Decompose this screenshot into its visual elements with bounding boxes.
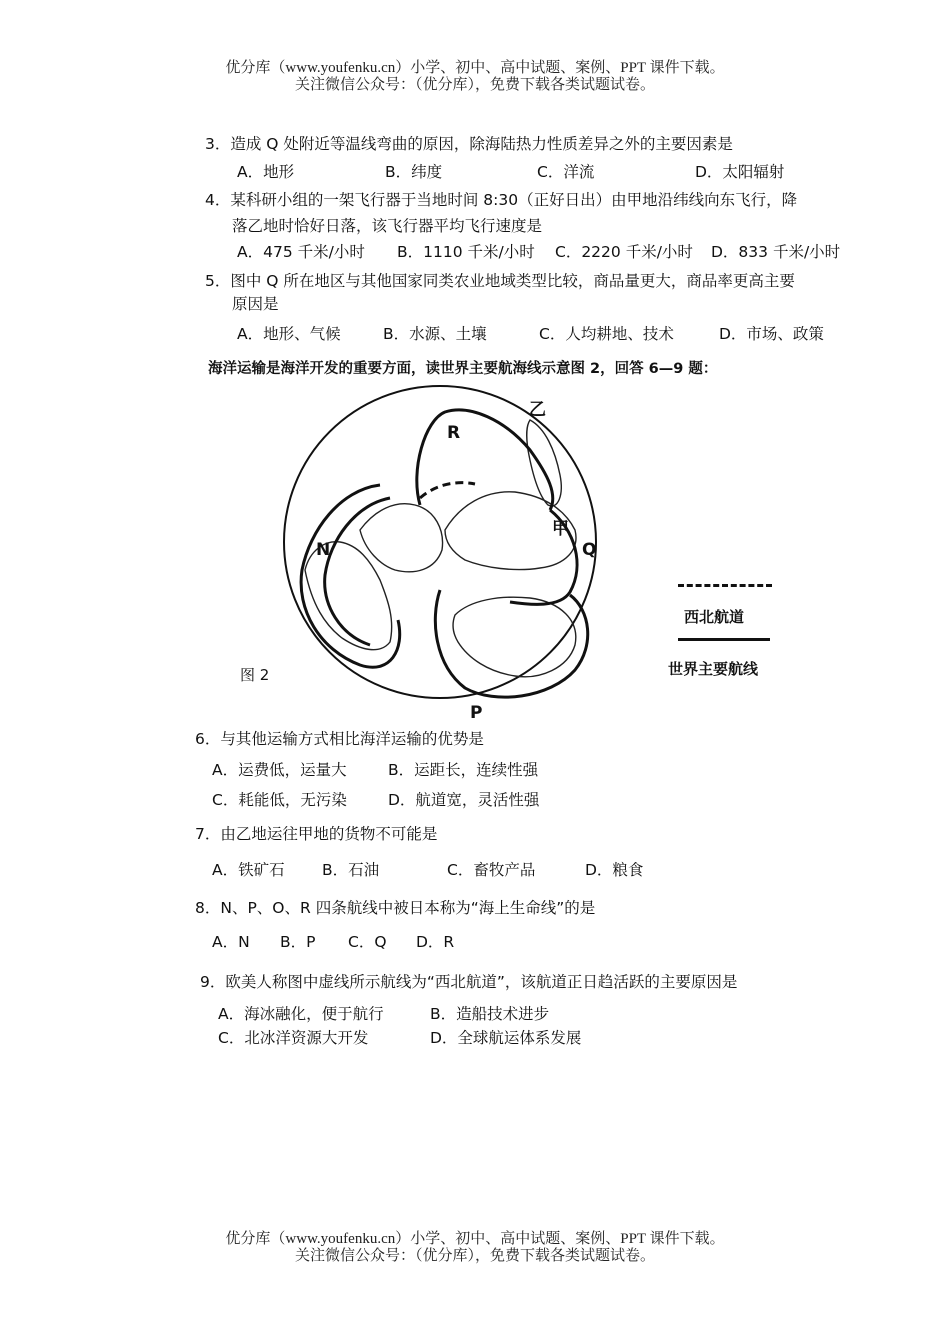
- question-6-options-row-2: [212, 788, 539, 810]
- q5-option-d: D．市场、政策: [719, 325, 824, 343]
- legend-northwest-passage: 西北航道: [684, 608, 745, 626]
- q6-option-c: C．耗能低，无污染: [212, 791, 347, 809]
- question-7-options: [212, 858, 643, 880]
- question-5-line-1: 5．图中 Q 所在地区与其他国家同类农业地域类型比较，商品量更大，商品率更高主要: [205, 272, 795, 290]
- q4-option-c: C．2220 千米/小时: [555, 243, 693, 261]
- q4-option-b: B．1110 千米/小时: [397, 243, 535, 261]
- question-7: 7．由乙地运往甲地的货物不可能是: [195, 825, 438, 843]
- footer-line-2: 关注微信公众号：（优分库），免费下载各类试题试卷。: [294, 1248, 655, 1264]
- q9-option-b: B．造船技术进步: [430, 1005, 550, 1023]
- page-header: [0, 60, 950, 94]
- question-3: 3．造成 Q 处附近等温线弯曲的原因，除海陆热力性质差异之外的主要因素是: [205, 135, 733, 153]
- q6-option-b: B．运距长，连续性强: [388, 761, 539, 779]
- question-3-options: [237, 160, 784, 182]
- northwest-passage-route: [420, 483, 475, 498]
- australia-shape: [527, 420, 562, 506]
- route-n: [301, 485, 400, 667]
- question-8-options: [212, 930, 454, 952]
- question-4-line-2: 落乙地时恰好日落，该飞行器平均飞行速度是: [232, 217, 543, 235]
- question-5-line-2: 原因是: [232, 295, 279, 313]
- question-9: 9．欧美人称图中虚线所示航线为“西北航道”，该航道正日趋活跃的主要原因是: [200, 973, 738, 991]
- page-footer: [0, 1231, 950, 1265]
- q3-option-d: D．太阳辐射: [695, 163, 785, 181]
- map-label-p: P: [470, 703, 483, 723]
- q5-option-b: B．水源、土壤: [383, 325, 487, 343]
- map-label-q: Q: [582, 540, 597, 560]
- question-4-options: [237, 240, 840, 262]
- legend-dashed-line: [678, 584, 772, 587]
- q4-option-a: A．475 千米/小时: [237, 243, 365, 261]
- figure-caption: 图 2: [240, 666, 270, 684]
- q8-option-a: A．N: [212, 933, 250, 951]
- q9-option-c: C．北冰洋资源大开发: [218, 1029, 369, 1047]
- q8-option-c: C．Q: [348, 933, 387, 951]
- q9-option-a: A．海冰融化，便于航行: [218, 1005, 384, 1023]
- q3-option-a: A．地形: [237, 163, 295, 181]
- question-9-options-row-2: [218, 1026, 581, 1048]
- q6-option-d: D．航道宽，灵活性强: [388, 791, 540, 809]
- question-6-options-row-1: [212, 758, 538, 780]
- figure-intro: 海洋运输是海洋开发的重要方面，读世界主要航海线示意图 2，回答 6—9 题：: [208, 361, 718, 377]
- q8-option-b: B．P: [280, 933, 316, 951]
- legend-solid-line: [678, 638, 770, 641]
- q7-option-b: B．石油: [322, 861, 380, 879]
- map-label-jia: 甲: [552, 519, 569, 539]
- question-5-options: [237, 322, 824, 344]
- q6-option-a: A．运费低，运量大: [212, 761, 347, 779]
- map-label-n: N: [316, 540, 331, 560]
- africa-shape: [453, 597, 576, 677]
- q5-option-a: A．地形、气候: [237, 325, 341, 343]
- question-9-options-row-1: [218, 1002, 549, 1024]
- q5-option-c: C．人均耕地、技术: [539, 325, 674, 343]
- q4-option-d: D．833 千米/小时: [711, 243, 841, 261]
- header-line-2: 关注微信公众号：（优分库），免费下载各类试题试卷。: [294, 77, 655, 93]
- map-label-yi: 乙: [529, 400, 546, 420]
- q3-option-c: C．洋流: [537, 163, 595, 181]
- q7-option-c: C．畜牧产品: [447, 861, 536, 879]
- header-line-1: 优分库（www.youfenku.cn）小学、初中、高中试题、案例、PPT 课件下载。: [225, 60, 725, 76]
- question-6: 6．与其他运输方式相比海洋运输的优势是: [195, 730, 484, 748]
- legend-main-routes: 世界主要航线: [668, 660, 759, 678]
- question-4-line-1: 4．某科研小组的一架飞行器于当地时间 8:30（正好日出）由甲地沿纬线向东飞行，降: [205, 191, 798, 209]
- q7-option-d: D．粮食: [585, 861, 644, 879]
- footer-line-1: 优分库（www.youfenku.cn）小学、初中、高中试题、案例、PPT 课件下载。: [225, 1231, 725, 1247]
- q8-option-d: D．R: [416, 933, 455, 951]
- north-america-shape: [360, 504, 443, 572]
- q7-option-a: A．铁矿石: [212, 861, 285, 879]
- q3-option-b: B．纬度: [385, 163, 443, 181]
- q9-option-d: D．全球航运体系发展: [430, 1029, 582, 1047]
- map-label-r: R: [447, 423, 461, 443]
- route-n-inner: [325, 498, 390, 645]
- question-8: 8．N、P、O、R 四条航线中被日本称为“海上生命线”的是: [195, 899, 596, 917]
